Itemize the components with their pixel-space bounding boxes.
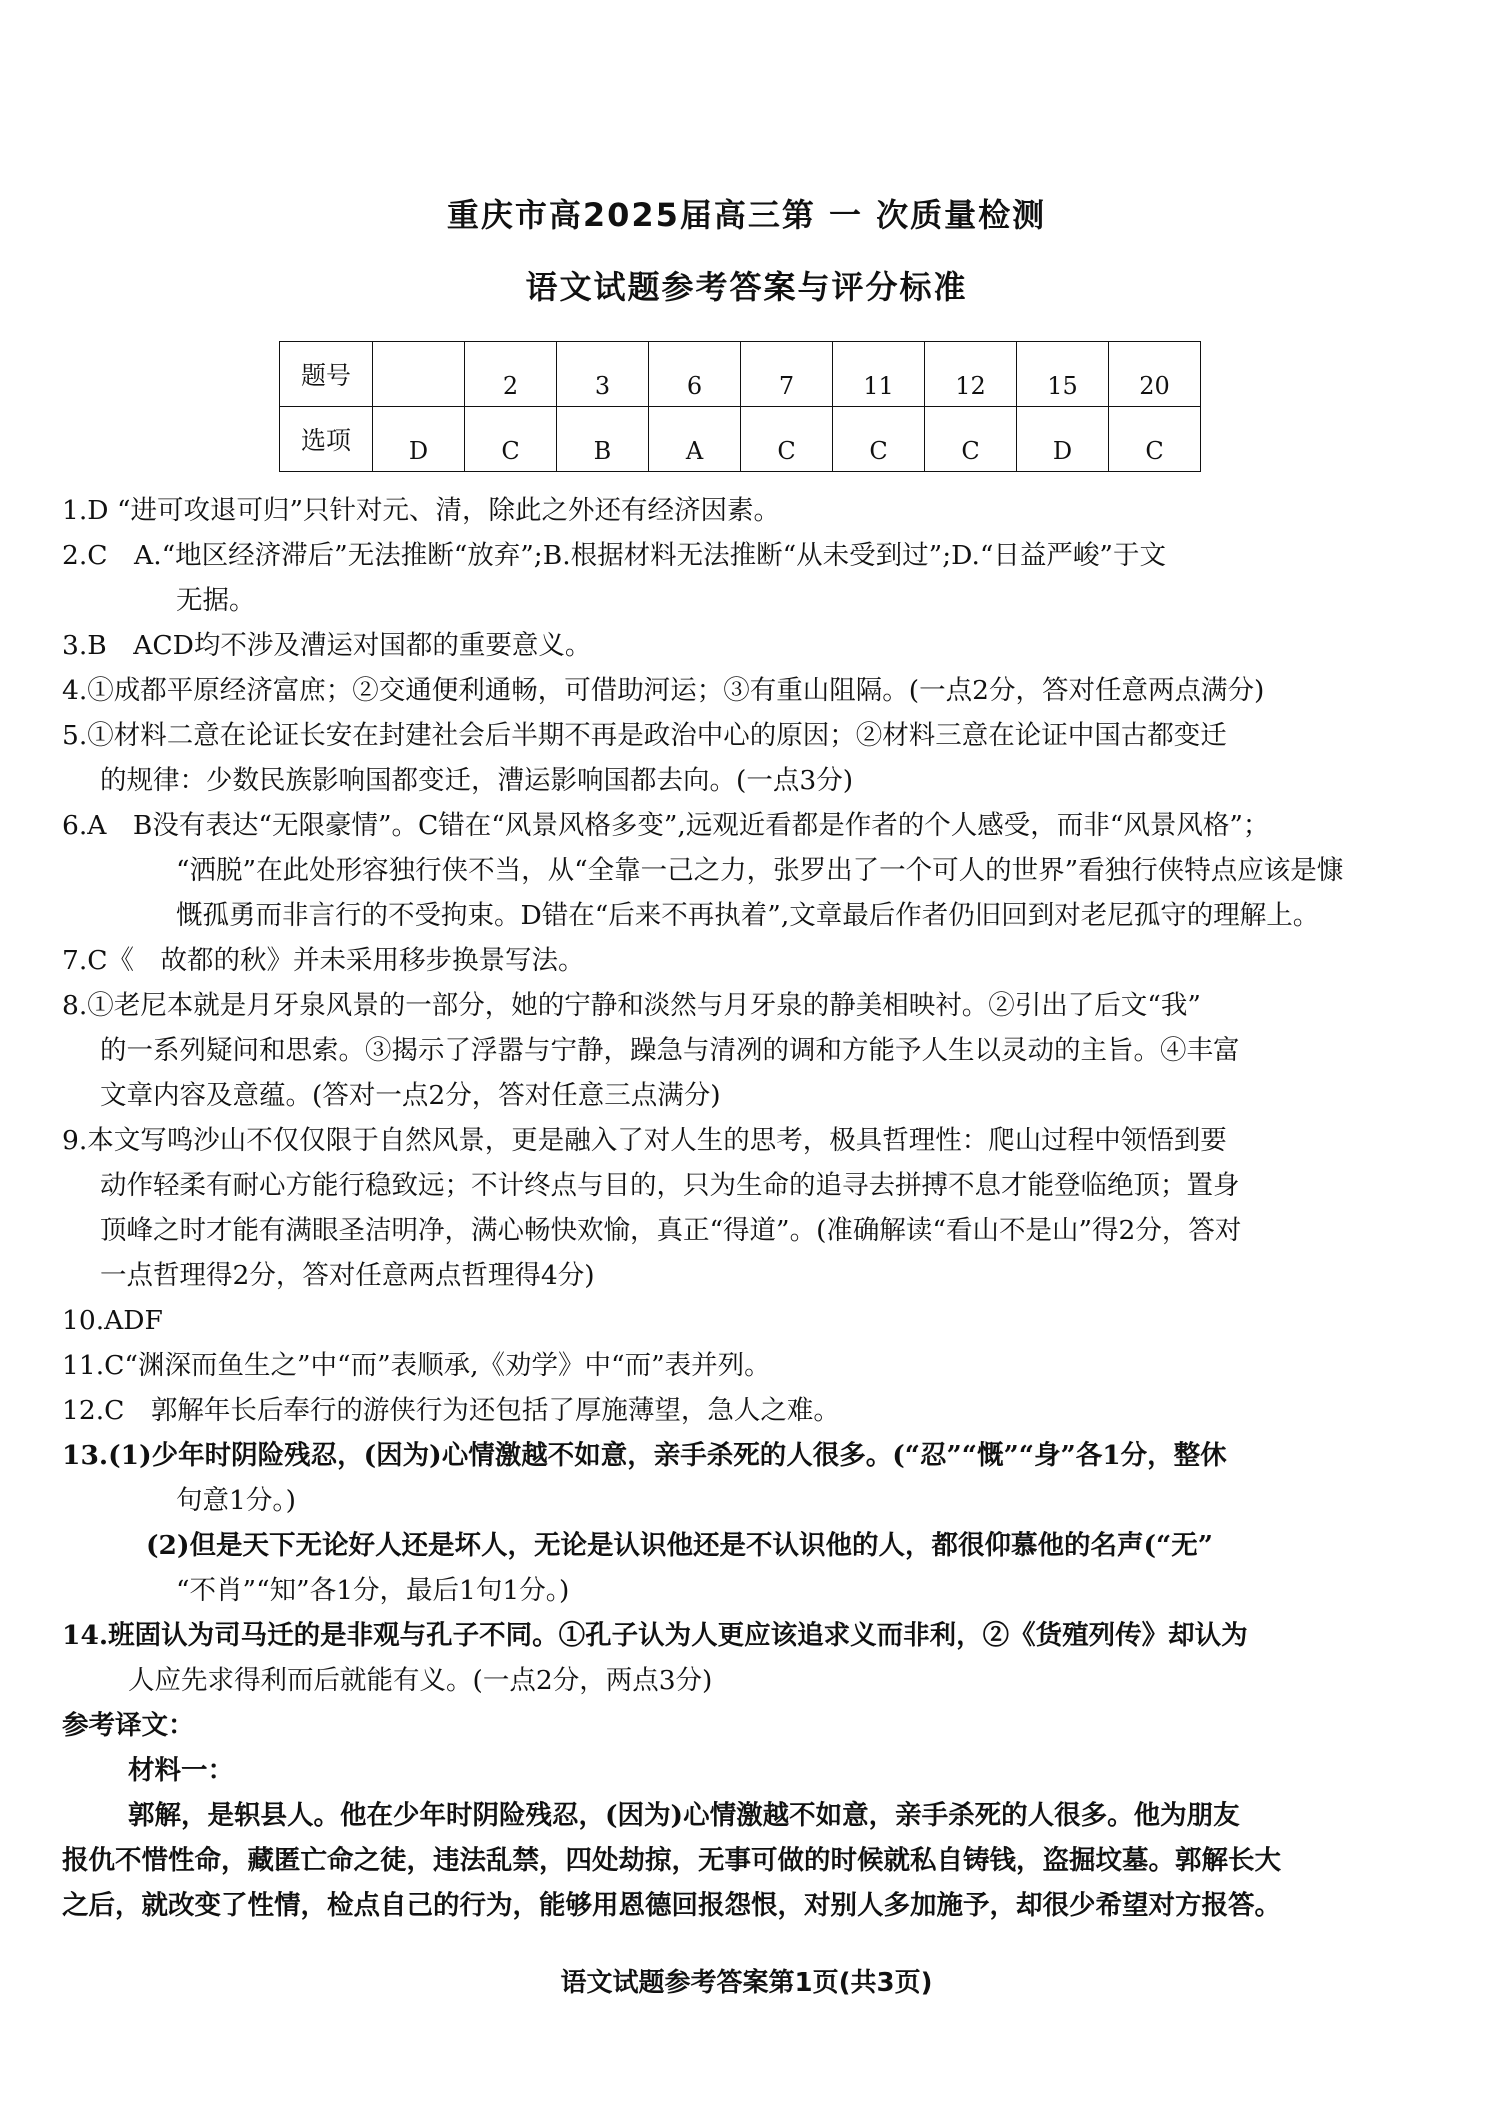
- table-cell: C: [925, 407, 1017, 472]
- text-line: 的一系列疑问和思索。③揭示了浮嚣与宁静，躁急与清冽的调和方能予人生以灵动的主旨。④丰富: [100, 1035, 1240, 1066]
- table-cell: 2: [465, 342, 557, 407]
- table-cell: 题号: [280, 342, 373, 407]
- table-cell: D: [373, 407, 465, 472]
- text-line: 一点哲理得2分，答对任意两点哲理得4分): [100, 1260, 595, 1291]
- text-line: 9.本文写鸣沙山不仅仅限于自然风景，更是融入了对人生的思考，极具哲理性：爬山过程中领悟到要: [62, 1125, 1227, 1156]
- text-line: 14.班固认为司马迁的是非观与孔子不同。①孔子认为人更应该追求义而非利，②《货殖列传》却认为: [62, 1620, 1248, 1651]
- text-line: 之后，就改变了性情，检点自己的行为，能够用恩德回报怨恨，对别人多加施予，却很少希望对方报答。: [62, 1890, 1281, 1921]
- text-line: 动作轻柔有耐心方能行稳致远；不计终点与目的，只为生命的追寻去拼搏不息才能登临绝顶；置身: [100, 1170, 1240, 1201]
- text-line: 的规律：少数民族影响国都变迁，漕运影响国都去向。(一点3分): [100, 765, 854, 796]
- table-cell: 选项: [280, 407, 373, 472]
- page-title: 重庆市高2025届高三第 一 次质量检测: [446, 196, 1047, 234]
- text-line: 报仇不惜性命，藏匿亡命之徒，违法乱禁，四处劫掠，无事可做的时候就私自铸钱，盗掘坟墓。郭解长大: [62, 1845, 1281, 1876]
- text-line: 7.C《 故都的秋》并未采用移步换景写法。: [62, 945, 585, 976]
- text-line: 2.C A.“地区经济滞后”无法推断“放弃”;B.根据材料无法推断“从未受到过”;D.“日益严峻”于文: [62, 540, 1166, 571]
- text-line: 13.(1)少年时阴险残忍，(因为)心情激越不如意，亲手杀死的人很多。(“忍”“慨”“身”各1分，整休: [62, 1440, 1227, 1471]
- table-cell: 11: [833, 342, 925, 407]
- table-cell: B: [557, 407, 649, 472]
- page-footer: 语文试题参考答案第1页(共3页): [560, 1968, 933, 1998]
- text-line: 11.C“渊深而鱼生之”中“而”表顺承,《劝学》中“而”表并列。: [62, 1350, 771, 1381]
- table-cell: 3: [557, 342, 649, 407]
- answer-table-row-numbers: [280, 342, 1201, 407]
- section-heading: 参考译文：: [62, 1710, 195, 1741]
- table-cell: D: [1017, 407, 1109, 472]
- table-cell: [373, 342, 465, 407]
- text-line: 5.①材料二意在论证长安在封建社会后半期不再是政治中心的原因；②材料三意在论证中国古都变迁: [62, 720, 1227, 751]
- text-line: 3.B ACD均不涉及漕运对国都的重要意义。: [62, 630, 592, 661]
- text-line: 郭解，是轵县人。他在少年时阴险残忍，(因为)心情激越不如意，亲手杀死的人很多。他为朋友: [128, 1800, 1240, 1831]
- text-line: “不肖”“知”各1分，最后1句1分。): [176, 1575, 570, 1606]
- table-cell: 20: [1109, 342, 1201, 407]
- text-line: 文章内容及意蕴。(答对一点2分，答对任意三点满分): [100, 1080, 721, 1111]
- text-line: “洒脱”在此处形容独行侠不当，从“全靠一己之力，张罗出了一个可人的世界”看独行侠特点应该是慷: [176, 855, 1344, 886]
- table-cell: 15: [1017, 342, 1109, 407]
- text-line: (2)但是天下无论好人还是坏人，无论是认识他还是不认识他的人，都很仰慕他的名声(“无”: [146, 1530, 1214, 1561]
- text-line: 4.①成都平原经济富庶；②交通便利通畅，可借助河运；③有重山阻隔。(一点2分，答对任意两点满分): [62, 675, 1265, 706]
- answer-explanations: [62, 488, 1442, 1928]
- table-cell: C: [1109, 407, 1201, 472]
- text-line: 人应先求得利而后就能有义。(一点2分，两点3分): [128, 1665, 713, 1696]
- answer-table: [279, 341, 1201, 472]
- page-subtitle: 语文试题参考答案与评分标准: [525, 268, 968, 306]
- table-cell: 6: [649, 342, 741, 407]
- text-line: 12.C 郭解年长后奉行的游侠行为还包括了厚施薄望，急人之难。: [62, 1395, 840, 1426]
- table-cell: C: [465, 407, 557, 472]
- table-cell: C: [833, 407, 925, 472]
- table-cell: 7: [741, 342, 833, 407]
- answer-table-row-options: [280, 407, 1201, 472]
- text-line: 1.D “进可攻退可归”只针对元、清，除此之外还有经济因素。: [62, 495, 781, 526]
- text-line: 句意1分。): [176, 1485, 296, 1516]
- section-heading: 材料一：: [128, 1755, 234, 1786]
- table-cell: 12: [925, 342, 1017, 407]
- table-cell: C: [741, 407, 833, 472]
- text-line: 慨孤勇而非言行的不受拘束。D错在“后来不再执着”,文章最后作者仍旧回到对老尼孤守的理解上。: [176, 900, 1320, 931]
- text-line: 10.ADF: [62, 1305, 163, 1336]
- text-line: 8.①老尼本就是月牙泉风景的一部分，她的宁静和淡然与月牙泉的静美相映衬。②引出了后文“我”: [62, 990, 1201, 1021]
- text-line: 顶峰之时才能有满眼圣洁明净，满心畅快欢愉，真正“得道”。(准确解读“看山不是山”得2分，答对: [100, 1215, 1242, 1246]
- table-cell: A: [649, 407, 741, 472]
- text-line: 6.A B没有表达“无限豪情”。C错在“风景风格多变”,远观近看都是作者的个人感受，而非“风景风格”；: [62, 810, 1270, 841]
- text-line: 无据。: [176, 585, 256, 616]
